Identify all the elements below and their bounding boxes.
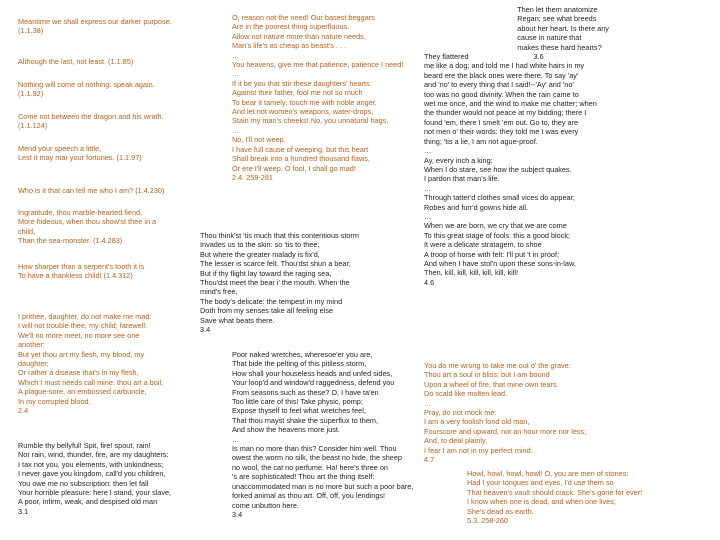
quote-anatomize-regan: Then let them anatomize Regan; see what breeds about her heart. Is there any cause in nature that makes these hard hearts? They flattered 3.6 me like a dog; and told me I had white hairs in my beard ere the black ones were there. To say 'ay' and 'no' to every thing that I said!--'Ay' and 'no' too was no good divinity. When the rain came to wet me once, and the wind to make me chatter; when the thunder would not peace at my bidding; there I found 'em, there I smelt 'em out. Go to, they are not men o' their words: they told me I was every thing; 'tis a lie, I am not ague-proof. … Ay, every inch a king: When I do stare, see how the subject quakes. I pardon that man's life. … Through tatter'd clothes small vices do appear; Robes and furr'd gowns hide all. … When we are born, we cry that we are come To this great stage of fools: this a good block; It were a delicate stratagem, to shoe A troop of horse with felt: I'll put 't in proof; And when I have stol'n upon these sons-in-law, Then, kill, kill, kill, kill, kill, kill! 4.6 — [424, 5, 609, 287]
quote-ingratitude: Ingratitude, thou marble-hearted fiend, More hideous, when thou show'st thee in a child, Than the sea-monster. (1.4.283) — [18, 208, 157, 246]
quote-serpents-tooth: How sharper than a serpent's tooth it is To have a thankless child! (1.4.312) — [18, 262, 145, 281]
quote-wheel-of-fire: You do me wrong to take me out o' the grave: Thou art a soul in bliss; but I am bound Upon a wheel of fire, that mine own tears Do scald like molten lead. … Pray, do not mock me: I am a very foolish fond old man, Fourscore and upward, not an hour more nor less; And, to deal plainly, I fear I am not in my perfect mind. 4.7 — [424, 361, 587, 465]
quote-rumble-thy-bellyful: Rumble thy bellyful! Spit, fire! spout, rain! Nor rain, wind, thunder, fire, are my daughters: I tax not you, you elements, with unkindness; I never gave you kingdom, call'd you children, You owe me no subscription: then let fall Your horrible pleasure: here I stand, your slave, A poor, infirm, weak, and despised old man 3.1 — [18, 441, 172, 516]
quote-poor-naked-wretches: Poor naked wretches, wheresoe'er you are, That bide the pelting of this pitiless storm, How shall your houseless heads and unfed sides, Your loop'd and window'd raggedness, defend you From seasons such as these? O, I have ta'en Too little care of this! Take physic, pomp; Expose thyself to feel what wretches feel, That thou mayst shake the superflux to them, And show the heavens more just. … Is man no more than this? Consider him well. Thou owest the worm no silk, the beast no hide, the sheep no wool, the cat no perfume. Ha! here's three on 's are sophisticated! Thou art the thing itself: unaccommodated man is no more but such a poor bare, forked animal as thou art. Off, off, you lendings! come unbutton here. 3.4 — [232, 350, 414, 519]
quote-darker-purpose: Meantime we shall express our darker purpose. (1.1.38) — [18, 17, 172, 36]
quote-dragon-wrath: Come not between the dragon and his wrath. (1.1.124) — [18, 112, 164, 131]
quote-mend-speech: Mend your speech a little, Lest it may mar your fortunes. (1.1.97) — [18, 144, 142, 163]
quote-howl-howl: Howl, howl, howl, howl! O, you are men of stones: Had I your tongues and eyes, I'd use them so That heaven's vault should crack. She's gone for ever! I know when one is dead, and when one lives; She's dead as earth. 5.3. 258-260 — [467, 469, 643, 526]
quote-do-not-make-me-mad: I prithee, daughter, do not make me mad: I will not trouble thee, my child; farewell: We'll no more meet, no more see one another: But yet thou art my flesh, my blood, my daughter; Or rather a disease that's in my flesh, Which I must needs call mine: thou art a boil, A plague-sore, an embossed carbuncle, In my corrupted blood. 2.4 — [18, 312, 164, 416]
quote-who-am-i: Who is it that can tell me who I am? (1.4.230) — [18, 186, 165, 195]
quote-reason-not-the-need: O, reason not the need! Our basest beggars Are in the poorest thing superfluous. Allow not nature more than nature needs, Man's life's as cheap as beast's . . . … You heavens, give me that patience, patience I need! … If it be you that stir these daughters' hearts Against their father, fool me not so much To bear it tamely; touch me with noble anger, And let not women's weapons, water-drops, Stain my man's cheeks! No, you unnatural hags, … No, I'll not weep. I have full cause of weeping, but this heart Shall break into a hundred thousand flaws, Or ere I'll weep. O fool, I shall go mad! 2.4. 259-281 — [232, 13, 404, 182]
quote-contentious-storm: Thou think'st 'tis much that this contentious storm Invades us to the skin: so 'tis to thee; But where the greater malady is fix'd, The lesser is scarce felt. Thou'dst shun a bear; But if thy flight lay toward the raging sea, Thou'dst meet the bear i' the mouth. When the mind's free, The body's delicate: the tempest in my mind Doth from my senses take all feeling else Save what beats there. 3.4 — [200, 231, 359, 335]
quote-nothing-from-nothing: Nothing will come of nothing: speak again. (1.1.92) — [18, 80, 155, 99]
quote-last-not-least: Although the last, not least. (1.1.85) — [18, 57, 134, 66]
